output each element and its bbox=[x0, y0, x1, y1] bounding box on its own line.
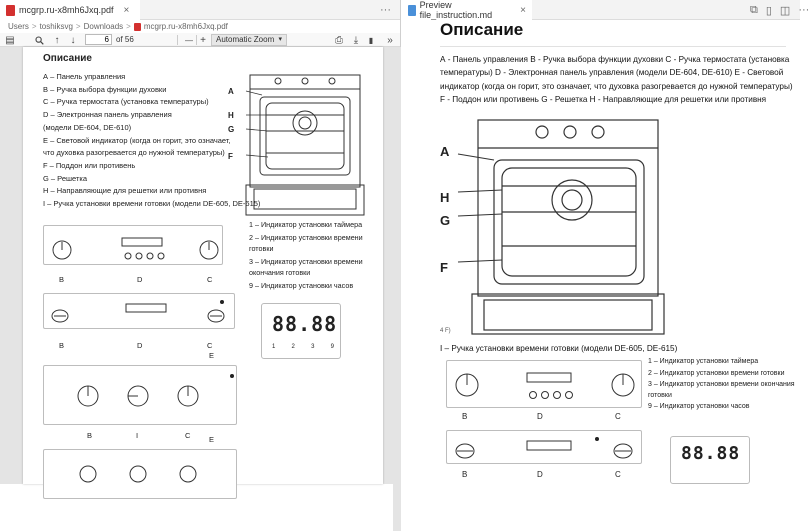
legend-item: I – Ручка установки времени готовки (модели DE-605, DE-615) bbox=[43, 199, 261, 209]
open-source-icon[interactable]: ⧉ bbox=[750, 3, 758, 16]
bookmark-icon[interactable]: ▮ bbox=[368, 35, 374, 45]
tab-label: mcgrp.ru-x8mh6Jxq.pdf bbox=[19, 5, 114, 15]
panel-label-c: C bbox=[207, 341, 213, 350]
oven-label-f: F bbox=[228, 152, 233, 161]
page-number-input[interactable] bbox=[85, 34, 112, 45]
zoom-select[interactable] bbox=[211, 34, 287, 46]
indicator-item: 1 – Индикатор установки таймера bbox=[648, 358, 759, 365]
control-panel-diagram bbox=[446, 430, 642, 464]
control-panel-drawing bbox=[44, 366, 238, 426]
pdf-editor-pane bbox=[0, 0, 401, 484]
panel-label-d: D bbox=[137, 341, 143, 350]
oven-label-a: A bbox=[228, 87, 234, 96]
indicator-list bbox=[249, 219, 383, 293]
tab-actions bbox=[380, 0, 391, 20]
sidebar-toggle-icon[interactable]: ▤ bbox=[5, 34, 15, 46]
zoom-select-value: Automatic Zoom bbox=[216, 35, 275, 44]
control-panel-drawing bbox=[44, 294, 236, 330]
more-tools-icon[interactable]: » bbox=[387, 34, 393, 46]
legend-item: D – Электронная панель управления bbox=[43, 110, 172, 120]
markdown-paragraph: А - Панель управления В - Ручка выбора функции духовки С - Ручка термостата (установка температуры) D - Электронная панель управления (модели DE-604, DE-610) Е - Световой индикатор (когда он горит, это означает, что духовка разогревается до нужной температуры) F - Поддон или противень G - Решетка Н - Направляющие для решетки или противня bbox=[440, 55, 793, 104]
more-actions-icon[interactable]: ··· bbox=[798, 4, 809, 16]
preview-file-icon bbox=[408, 5, 416, 16]
pdf-toolbar bbox=[0, 33, 400, 47]
markdown-heading: Описание bbox=[440, 20, 524, 39]
panel-label-d: D bbox=[137, 275, 143, 284]
control-panel-diagram bbox=[43, 449, 237, 499]
panel-label-c: C bbox=[185, 431, 191, 440]
legend-item: G – Решетка bbox=[43, 173, 88, 183]
digital-display-diagram bbox=[670, 436, 750, 484]
legend-item: Е – Световой индикатор (когда он горит, это означает, bbox=[43, 135, 231, 145]
panel-label-c: C bbox=[615, 470, 621, 479]
display-number: 2 bbox=[291, 344, 295, 350]
pdf-file-icon bbox=[134, 23, 141, 31]
legend-item: С – Ручка термостата (установка температуры) bbox=[43, 97, 209, 107]
right-tab-bar bbox=[402, 0, 809, 20]
chevron-right-icon: > bbox=[126, 22, 131, 31]
left-tab-bar bbox=[0, 0, 400, 20]
panel-label-c: C bbox=[615, 412, 621, 421]
close-icon[interactable]: × bbox=[123, 4, 130, 16]
control-panel-diagram bbox=[43, 365, 237, 425]
oven-diagram bbox=[438, 116, 678, 334]
previous-page-button[interactable]: ↑ bbox=[54, 34, 60, 46]
panel-label-c: C bbox=[207, 275, 213, 284]
close-icon[interactable]: × bbox=[520, 4, 526, 16]
breadcrumb-item[interactable]: Users bbox=[8, 22, 29, 31]
oven-label-g: G bbox=[228, 125, 235, 134]
legend-item: F – Поддон или противень bbox=[43, 160, 136, 170]
panel-label-d: D bbox=[537, 470, 543, 479]
control-panel-drawing bbox=[447, 431, 643, 465]
markdown-preview-pane bbox=[402, 0, 809, 484]
display-number: 3 bbox=[311, 344, 315, 350]
indicator-item: 3 – Индикатор установки времени окончания готовки bbox=[249, 257, 363, 277]
breadcrumb bbox=[0, 20, 400, 33]
tab-label: Preview file_instruction.md bbox=[419, 0, 493, 20]
toolbar-divider bbox=[177, 35, 178, 45]
panel-label-i: I bbox=[136, 431, 139, 440]
oven-label-h: H bbox=[440, 190, 450, 205]
indicator-list bbox=[648, 357, 800, 414]
control-panel-drawing bbox=[447, 361, 643, 409]
panel-label-b: B bbox=[87, 431, 93, 440]
markdown-content[interactable] bbox=[402, 20, 800, 484]
indicator-item: 1 – Индикатор установки таймера bbox=[249, 220, 363, 229]
tab-actions bbox=[750, 0, 809, 20]
indicator-item: 9 – Индикатор установки часов bbox=[648, 403, 750, 410]
search-icon[interactable] bbox=[33, 34, 45, 46]
tab-pdf-file[interactable] bbox=[0, 0, 140, 20]
breadcrumb-item[interactable]: toshiksvg bbox=[39, 22, 73, 31]
panel-label-b: B bbox=[462, 470, 468, 479]
more-actions-icon[interactable]: ··· bbox=[380, 4, 391, 16]
digital-display-diagram bbox=[261, 303, 341, 359]
indicator-item: 9 – Индикатор установки часов bbox=[249, 281, 354, 290]
indicator-item: 2 – Индикатор установки времени готовки bbox=[648, 369, 785, 377]
display-digits: 88.88 bbox=[681, 443, 741, 464]
indicator-item: 3 – Индикатор установки времени окончания готовки bbox=[648, 381, 795, 399]
tab-markdown-preview[interactable] bbox=[402, 0, 532, 20]
control-panel-diagram bbox=[43, 225, 223, 265]
oven-label-a: A bbox=[440, 144, 450, 159]
legend-item: А – Панель управления bbox=[43, 72, 126, 81]
panel-label-e: E bbox=[209, 351, 215, 360]
panel-label-b: B bbox=[59, 341, 65, 350]
display-number: 1 bbox=[272, 344, 276, 350]
oven-label-h: H bbox=[228, 111, 234, 120]
control-panel-diagram bbox=[446, 360, 642, 408]
display-digits: 88.88 bbox=[272, 312, 338, 336]
next-page-button[interactable]: ↓ bbox=[70, 34, 76, 46]
panel-label-e: E bbox=[209, 435, 215, 444]
panel-label-b: B bbox=[462, 412, 468, 421]
page-count: of 56 bbox=[116, 35, 134, 44]
indicator-item: 2 – Индикатор установки времени готовки bbox=[249, 233, 363, 253]
vertical-scrollbar[interactable] bbox=[393, 94, 401, 531]
zoom-in-button[interactable]: + bbox=[200, 34, 206, 46]
display-number-row bbox=[272, 344, 334, 350]
split-editor-icon[interactable]: ▯ bbox=[765, 4, 772, 17]
control-panel-drawing bbox=[44, 450, 238, 490]
pdf-page bbox=[23, 47, 383, 484]
pdf-viewer[interactable] bbox=[0, 47, 401, 484]
layout-icon[interactable]: ◫ bbox=[779, 4, 791, 17]
control-panel-diagram bbox=[43, 293, 235, 329]
heading-divider bbox=[440, 46, 786, 47]
partial-text: 4 F) bbox=[440, 328, 451, 334]
oven-diagram bbox=[228, 67, 378, 219]
page-heading: Описание bbox=[43, 53, 92, 64]
markdown-paragraph: I – Ручка установки времени готовки (модели DE-605, DE-615) bbox=[440, 344, 678, 353]
print-icon[interactable]: ⎙ bbox=[335, 34, 343, 46]
display-number: 9 bbox=[330, 344, 334, 350]
legend-item: В – Ручка выбора функции духовки bbox=[43, 84, 167, 94]
breadcrumb-item[interactable]: Downloads bbox=[83, 22, 124, 31]
oven-label-f: F bbox=[440, 260, 448, 275]
panel-label-b: B bbox=[59, 275, 65, 284]
zoom-out-button[interactable]: — bbox=[185, 35, 193, 45]
legend-item: что духовка разогревается до нужной температуры) bbox=[43, 148, 225, 158]
panel-label-d: D bbox=[537, 412, 543, 421]
pdf-file-icon bbox=[6, 5, 15, 16]
control-panel-drawing bbox=[44, 226, 224, 266]
oven-label-g: G bbox=[440, 213, 451, 228]
chevron-down-icon: ▾ bbox=[278, 36, 282, 43]
download-icon[interactable]: ⤓ bbox=[353, 34, 359, 46]
legend-item: (модели DE-604, DE-610) bbox=[43, 122, 132, 132]
breadcrumb-item[interactable]: mcgrp.ru-x8mh6Jxq.pdf bbox=[143, 22, 228, 31]
chevron-right-icon: > bbox=[75, 22, 81, 31]
legend-item: Н – Направляющие для решетки или противня bbox=[43, 186, 207, 196]
chevron-right-icon: > bbox=[31, 22, 37, 31]
